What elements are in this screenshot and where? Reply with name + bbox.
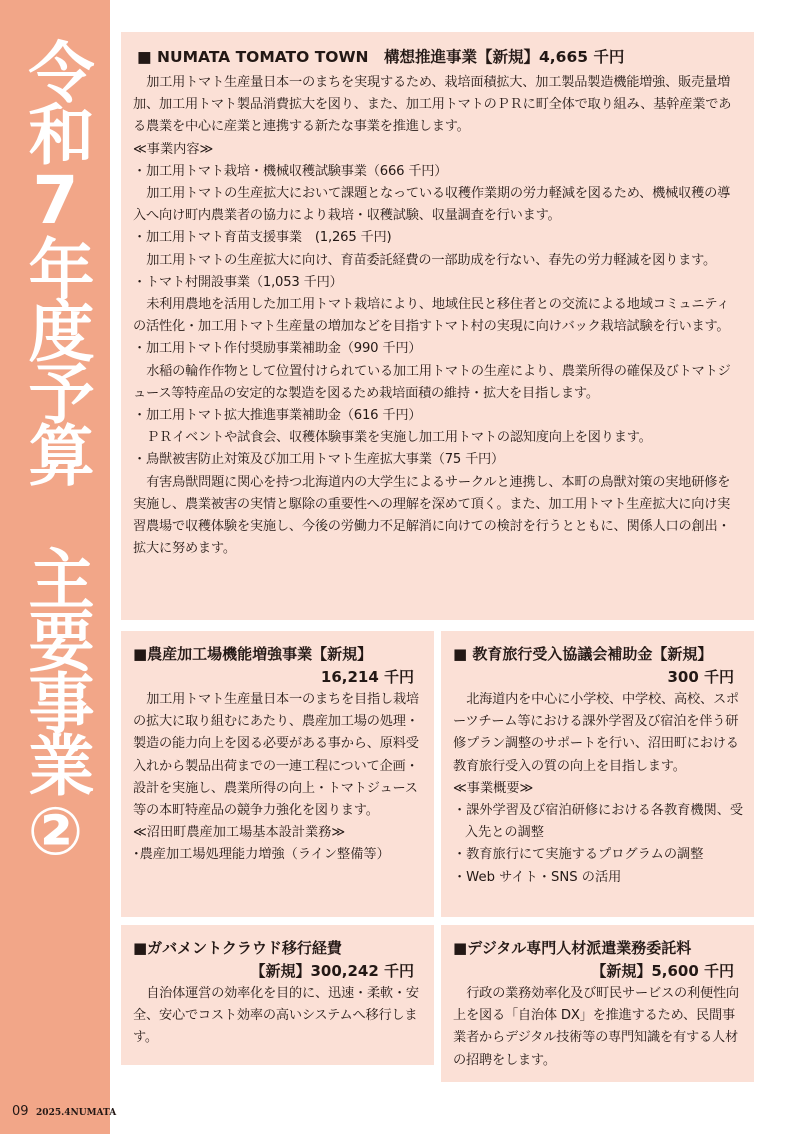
processing-note-item: ･農産加工場処理能力増強（ライン整備等） — [133, 847, 390, 863]
contents-label: ≪事業内容≫ — [133, 141, 214, 157]
item-title: ・加工用トマト育苗支援事業 (1,265 千円) — [133, 230, 392, 246]
digital-talent-box — [441, 925, 754, 1082]
item-desc: 水稲の輪作作物として位置付けられている加工用トマトの生産により、農業所得の確保及びトマトジュース等特産品の安定的な製造を図るため栽培面積の維持・拡大を目指します。 — [133, 363, 731, 401]
digital-heading: ■デジタル専門人材派遣業務委託料 — [453, 939, 692, 957]
main-project-box — [121, 32, 754, 620]
item-desc: 有害鳥獣問題に関心を持つ北海道内の大学生によるサークルと連携し、本町の鳥獣対策の実地研修を実施し、農業被害の実情と駆除の重要性への理解を深めて頂く。また、加工用トマト生産拡大に向け実習農場で収穫体験を実施し、今後の労働力不足解消に向けての検討を行うとともに、関係人口の創出・拡大に努めます。 — [133, 474, 731, 557]
sidebar-title: 令和7年度予算 主要事業② — [17, 38, 94, 866]
footer — [12, 1104, 116, 1119]
processing-body: 加工用トマト生産量日本一のまちを目指し栽培の拡大に取り組むにあたり、農産加工場の処理・製造の能力向上を図る必要がある事から、原料受入れから製品出荷までの一連工程について企画・設計を実施し、農業所得の向上・トマトジュース等の本町特産品の競争力強化を図ります。 — [133, 692, 419, 819]
item-title: ・鳥獣被害防止対策及び加工用トマト生産拡大事業（75 千円） — [133, 452, 505, 468]
sidebar — [0, 0, 110, 1134]
issue-label: 2025.4NUMATA — [36, 1108, 117, 1118]
item-desc: 加工用トマトの生産拡大に向け、育苗委託経費の一部助成を行ない、春先の労力軽減を図ります。 — [146, 252, 717, 268]
item-desc: 加工用トマトの生産拡大において課題となっている収穫作業期の労力軽減を図るため、機械収穫の導入へ向け町内農業者の協力により栽培・収穫試験、収量調査を行います。 — [133, 186, 731, 224]
processing-heading: ■農産加工場機能増強事業【新規】 — [133, 645, 373, 663]
processing-amount: 16,214 千円 — [320, 668, 414, 686]
processing-plant-box — [121, 631, 434, 917]
item-desc: 未利用農地を活用した加工用トマト栽培により、地域住民と移住者との交流による地域コミュニティの活性化・加工用トマト生産量の増加などを目指すトマト村の実現に向けバック栽培試験を行います。 — [133, 297, 730, 335]
government-cloud-box — [121, 925, 434, 1065]
main-project-intro: 加工用トマト生産量日本一のまちを実現するため、栽培面積拡大、加工製品製造機能増強、販売量増加、加工用トマト製品消費拡大を図り、また、加工用トマトのＰＲに町全体で取り組み、基幹産業である農業を中心に産業と連携する新たな事業を推進します。 — [133, 75, 732, 135]
education-amount: 300 千円 — [667, 668, 734, 686]
item-desc: ＰＲイベントや試食会、収穫体験事業を実施し加工用トマトの認知度向上を図ります。 — [146, 430, 652, 446]
digital-amount: 【新規】5,600 千円 — [591, 962, 734, 980]
education-travel-box — [441, 631, 754, 917]
cloud-amount: 【新規】300,242 千円 — [250, 962, 414, 980]
item-title: ・加工用トマト作付奨励事業補助金（990 千円） — [133, 341, 422, 357]
education-item: ・課外学習及び宿泊研修における各教育機関、受入先との調整 — [453, 803, 744, 841]
education-item: ・Web サイト・SNS の活用 — [453, 869, 622, 885]
item-title: ・加工用トマト拡大推進事業補助金（616 千円） — [133, 408, 422, 424]
page-number: 09 — [12, 1104, 29, 1119]
item-title: ・加工用トマト栽培・機械収穫試験事業（666 千円） — [133, 163, 448, 179]
digital-body: 行政の業務効率化及び町民サービスの利便性向上を図る「自治体 DX」を推進するため、民間事業者からデジタル技術等の専門知識を有する人材の招聘をします。 — [453, 986, 739, 1068]
main-project-heading: ■ NUMATA TOMATO TOWN 構想推進事業【新規】4,665 千円 — [137, 48, 625, 66]
education-heading: ■ 教育旅行受入協議会補助金【新規】 — [453, 645, 713, 663]
processing-note-label: ≪沼田町農産加工場基本設計業務≫ — [133, 825, 346, 841]
education-body: 北海道内を中心に小学校、中学校、高校、スポーツチーム等における課外学習及び宿泊を伴う研修プラン調整のサポートを行い、沼田町における教育旅行受入の質の向上を目指します。 — [453, 692, 739, 774]
cloud-heading: ■ガバメントクラウド移行経費 — [133, 939, 342, 957]
education-summary-label: ≪事業概要≫ — [453, 780, 534, 796]
education-item: ・教育旅行にて実施するプログラムの調整 — [453, 847, 704, 863]
cloud-body: 自治体運営の効率化を目的に、迅速・柔軟・安全、安心でコスト効率の高いシステムへ移行します。 — [133, 986, 419, 1046]
item-title: ・トマト村開設事業（1,053 千円） — [133, 274, 343, 290]
